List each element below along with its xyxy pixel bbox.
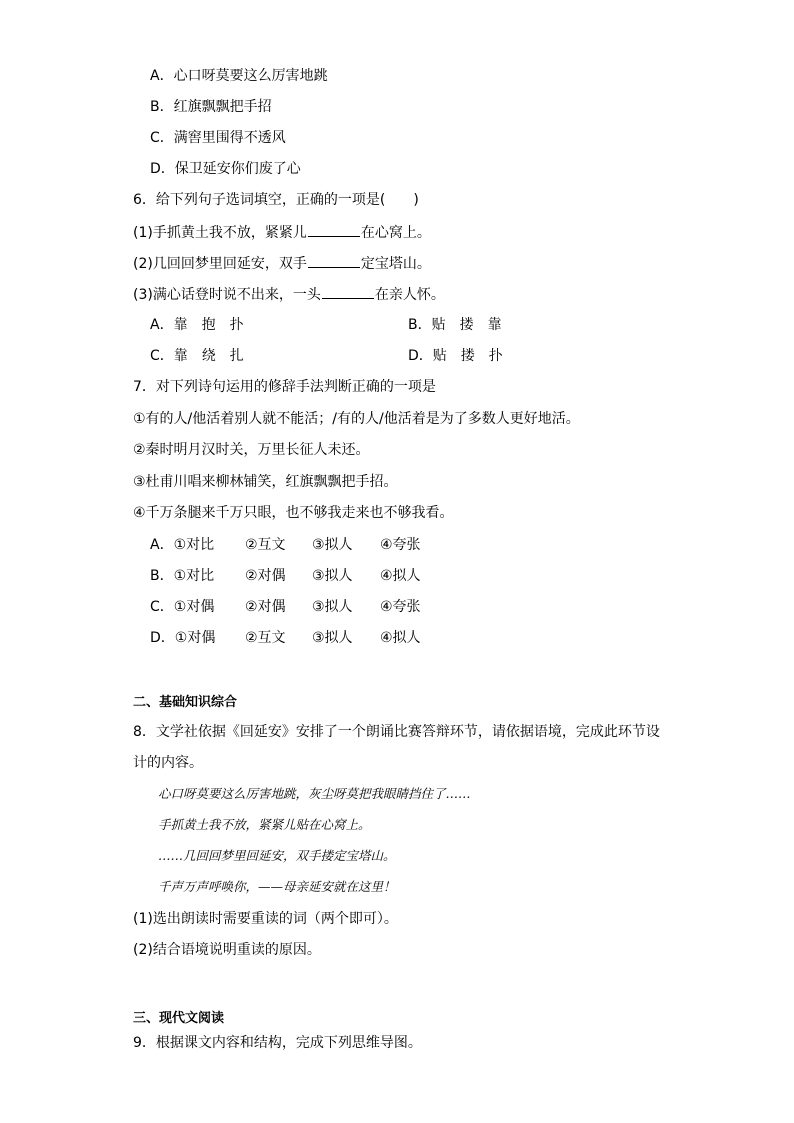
q7-c-1: C．①对偶	[150, 599, 215, 615]
section-2-title: 二、基础知识综合	[133, 695, 238, 710]
q6-s1-post: 在心窝上。	[360, 225, 431, 241]
q7-b-4: ④拟人	[380, 568, 421, 584]
q7-b-2: ②对偶	[245, 568, 286, 584]
q7-c-4: ④夸张	[380, 599, 421, 615]
q8-sub-1: (1)选出朗读时需要重读的词（两个即可）。	[133, 911, 398, 927]
q8-sub-2: (2)结合语境说明重读的原因。	[133, 942, 321, 958]
q7-c-3: ③拟人	[312, 599, 353, 615]
q8-stem-line-1: 8．文学社依据《回延安》安排了一个朗诵比赛答辩环节，请依据语境，完成此环节设	[133, 724, 660, 740]
q7-item-1: ①有的人/他活着别人就不能活；/有的人/他活着是为了多数人更好地活。	[133, 411, 580, 427]
q7-a-1: A．①对比	[150, 537, 215, 553]
q8-stem-line-2: 计的内容。	[133, 755, 203, 771]
q7-a-4: ④夸张	[380, 537, 421, 553]
q7-d-2: ②互文	[245, 630, 286, 646]
q6-s3-post: 在亲人怀。	[374, 287, 445, 303]
q7-d-3: ③拟人	[312, 630, 353, 646]
poem-quote-1: 心口呀莫要这么厉害地跳，灰尘呀莫把我眼睛挡住了……	[158, 786, 471, 801]
q6-option-a: A．靠 抱 扑	[150, 317, 244, 333]
poem-quote-3: ……几回回梦里回延安，双手搂定宝塔山。	[158, 848, 396, 863]
q9-stem: 9．根据课文内容和结构，完成下列思维导图。	[133, 1035, 422, 1051]
q6-s3-pre: (3)满心话登时说不出来，一头	[133, 287, 321, 303]
q6-sentence-2	[133, 253, 431, 274]
q6-option-c: C．靠 绕 扎	[150, 348, 244, 364]
q6-s1-pre: (1)手抓黄土我不放，紧紧儿	[133, 225, 307, 241]
q7-item-2: ②秦时明月汉时关，万里长征人未还。	[133, 442, 370, 458]
q7-a-2: ②互文	[245, 537, 286, 553]
q7-stem: 7．对下列诗句运用的修辞手法判断正确的一项是	[133, 379, 436, 395]
blank	[308, 222, 360, 237]
q7-b-1: B．①对比	[150, 568, 215, 584]
q6-s2-pre: (2)几回回梦里回延安，双手	[133, 256, 307, 272]
q5-option-b: B．红旗飘飘把手招	[150, 99, 272, 115]
q7-a-3: ③拟人	[312, 537, 353, 553]
q6-option-d: D．贴 搂 扑	[408, 348, 503, 364]
poem-quote-4: 千声万声呼唤你，——母亲延安就在这里！	[158, 879, 396, 894]
q5-option-a: A．心口呀莫要这么厉害地跳	[150, 68, 328, 84]
q7-item-4: ④千万条腿来千万只眼，也不够我走来也不够我看。	[133, 505, 454, 521]
q5-option-d: D．保卫延安你们废了心	[150, 161, 301, 177]
q7-c-2: ②对偶	[245, 599, 286, 615]
q5-option-c: C．满窖里围得不透风	[150, 130, 286, 146]
poem-quote-2: 手抓黄土我不放，紧紧儿贴在心窝上。	[158, 817, 371, 832]
blank	[308, 253, 360, 268]
section-3-title: 三、现代文阅读	[133, 1011, 225, 1026]
q7-b-3: ③拟人	[312, 568, 353, 584]
q6-stem: 6．给下列句子选词填空，正确的一项是( )	[133, 192, 419, 208]
q6-option-b: B．贴 搂 靠	[408, 317, 502, 333]
q7-item-3: ③杜甫川唱来柳林铺笑，红旗飘飘把手招。	[133, 474, 398, 490]
q7-d-1: D．①对偶	[150, 630, 216, 646]
q6-sentence-1	[133, 222, 431, 243]
q6-sentence-3	[133, 284, 445, 305]
q6-s2-post: 定宝塔山。	[360, 256, 431, 272]
q7-d-4: ④拟人	[380, 630, 421, 646]
blank	[322, 284, 374, 299]
